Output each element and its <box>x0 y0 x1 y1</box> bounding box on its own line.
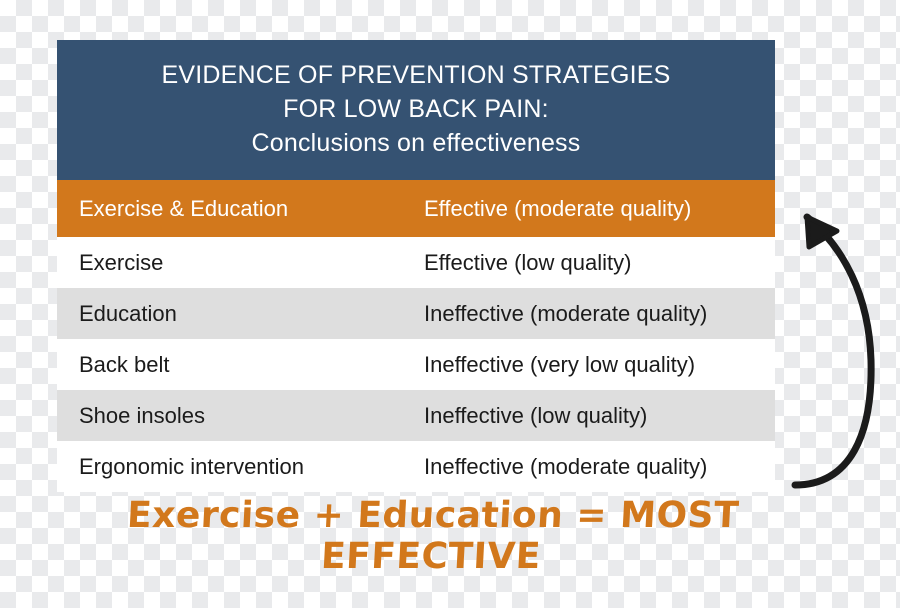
cell-evidence: Effective (moderate quality) <box>424 195 692 221</box>
cell-strategy: Exercise & Education <box>79 195 289 221</box>
cell-strategy: Exercise <box>79 249 164 275</box>
table-row <box>57 180 775 237</box>
cell-strategy: Ergonomic intervention <box>79 453 305 479</box>
cell-evidence: Ineffective (low quality) <box>424 402 648 428</box>
curved-arrow-icon <box>765 185 885 505</box>
cell-evidence: Ineffective (moderate quality) <box>424 453 708 479</box>
table-header <box>57 40 775 180</box>
evidence-table <box>57 40 775 492</box>
header-line-2: FOR LOW BACK PAIN: <box>283 95 549 123</box>
table-row <box>57 441 775 492</box>
table-row <box>57 288 775 339</box>
cell-strategy: Education <box>79 300 177 326</box>
header-line-3: Conclusions on effectiveness <box>251 129 581 157</box>
caption-text: Exercise + Education = MOST EFFECTIVE <box>126 495 741 577</box>
table-row <box>57 390 775 441</box>
cell-evidence: Ineffective (very low quality) <box>424 351 696 377</box>
cell-strategy: Shoe insoles <box>79 402 205 428</box>
table-row <box>57 339 775 390</box>
cell-strategy: Back belt <box>79 351 170 377</box>
table-row <box>57 237 775 288</box>
cell-evidence: Ineffective (moderate quality) <box>424 300 708 326</box>
cell-evidence: Effective (low quality) <box>424 249 632 275</box>
header-line-1: EVIDENCE OF PREVENTION STRATEGIES <box>161 61 671 89</box>
